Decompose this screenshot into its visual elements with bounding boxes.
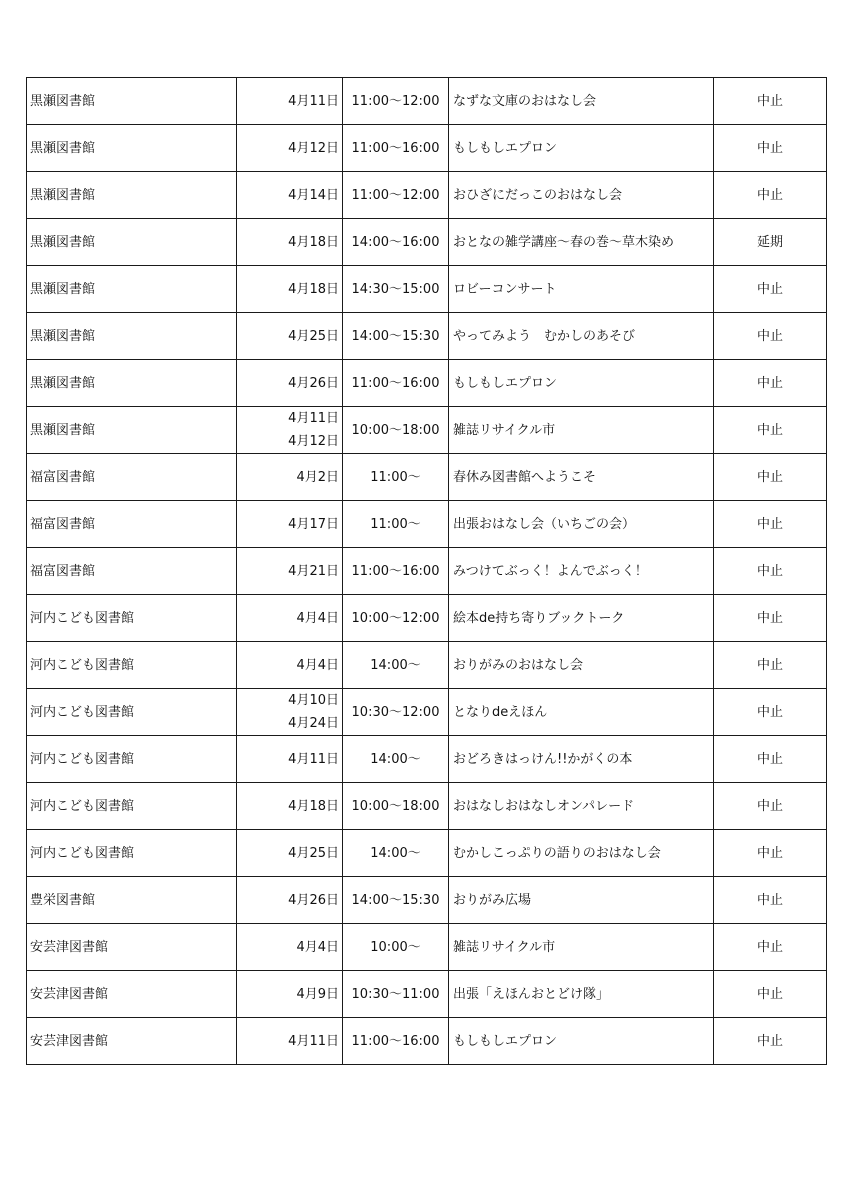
event-title-cell: むかしこっぷりの語りのおはなし会 xyxy=(449,830,714,877)
time-cell: 14:00～15:30 xyxy=(343,313,449,360)
event-title-cell: 雑誌リサイクル市 xyxy=(449,924,714,971)
event-title-cell: なずな文庫のおはなし会 xyxy=(449,78,714,125)
date-text: 4月26日 xyxy=(288,375,339,391)
date-cell xyxy=(237,783,343,830)
date-cell xyxy=(237,830,343,877)
event-title-cell: 春休み図書館へようこそ xyxy=(449,454,714,501)
library-cell: 河内こども図書館 xyxy=(27,595,237,642)
library-cell: 安芸津図書館 xyxy=(27,971,237,1018)
date-cell xyxy=(237,736,343,783)
library-cell: 福富図書館 xyxy=(27,454,237,501)
time-cell: 14:00～ xyxy=(343,642,449,689)
status-cell: 中止 xyxy=(714,266,827,313)
time-cell: 10:00～18:00 xyxy=(343,407,449,454)
table-row xyxy=(27,736,827,783)
status-cell: 中止 xyxy=(714,595,827,642)
library-cell: 安芸津図書館 xyxy=(27,1018,237,1065)
time-cell: 14:00～15:30 xyxy=(343,877,449,924)
event-title-cell: 雑誌リサイクル市 xyxy=(449,407,714,454)
event-schedule-sheet xyxy=(26,77,814,1065)
date-text: 4月10日 xyxy=(288,693,339,708)
event-title-cell: おりがみのおはなし会 xyxy=(449,642,714,689)
date-text: 4月17日 xyxy=(288,516,339,532)
table-row xyxy=(27,642,827,689)
date-cell xyxy=(237,313,343,360)
date-cell xyxy=(237,1018,343,1065)
library-cell: 黒瀬図書館 xyxy=(27,360,237,407)
status-cell: 中止 xyxy=(714,689,827,736)
time-cell: 14:30～15:00 xyxy=(343,266,449,313)
library-cell: 河内こども図書館 xyxy=(27,736,237,783)
date-cell xyxy=(237,501,343,548)
date-text: 4月25日 xyxy=(288,328,339,344)
date-text: 4月4日 xyxy=(296,610,339,626)
event-title-cell: おはなしおはなしオンパレード xyxy=(449,783,714,830)
event-title-cell: 出張「えほんおとどけ隊」 xyxy=(449,971,714,1018)
event-title-cell: もしもしエプロン xyxy=(449,360,714,407)
date-text: 4月11日 xyxy=(288,411,339,426)
time-cell: 14:00～ xyxy=(343,830,449,877)
time-cell: 10:00～18:00 xyxy=(343,783,449,830)
table-row xyxy=(27,689,827,736)
date-cell xyxy=(237,642,343,689)
table-row xyxy=(27,595,827,642)
library-cell: 河内こども図書館 xyxy=(27,642,237,689)
date-cell xyxy=(237,454,343,501)
library-cell: 黒瀬図書館 xyxy=(27,125,237,172)
table-row xyxy=(27,924,827,971)
date-text: 4月21日 xyxy=(288,563,339,579)
date-text: 4月26日 xyxy=(288,892,339,908)
time-cell: 11:00～16:00 xyxy=(343,548,449,595)
date-cell xyxy=(237,407,343,454)
library-cell: 福富図書館 xyxy=(27,501,237,548)
status-cell: 中止 xyxy=(714,877,827,924)
event-title-cell: 出張おはなし会（いちごの会） xyxy=(449,501,714,548)
event-title-cell: ロビーコンサート xyxy=(449,266,714,313)
status-cell: 中止 xyxy=(714,830,827,877)
time-cell: 10:00～ xyxy=(343,924,449,971)
library-cell: 黒瀬図書館 xyxy=(27,219,237,266)
library-cell: 河内こども図書館 xyxy=(27,689,237,736)
event-title-cell: もしもしエプロン xyxy=(449,1018,714,1065)
event-title-cell: おひざにだっこのおはなし会 xyxy=(449,172,714,219)
date-cell xyxy=(237,360,343,407)
status-cell: 中止 xyxy=(714,783,827,830)
library-cell: 黒瀬図書館 xyxy=(27,313,237,360)
status-cell: 中止 xyxy=(714,642,827,689)
status-cell: 中止 xyxy=(714,454,827,501)
status-cell: 中止 xyxy=(714,924,827,971)
library-cell: 黒瀬図書館 xyxy=(27,78,237,125)
status-cell: 中止 xyxy=(714,313,827,360)
library-cell: 黒瀬図書館 xyxy=(27,172,237,219)
date-cell xyxy=(237,971,343,1018)
date-cell xyxy=(237,125,343,172)
time-cell: 11:00～16:00 xyxy=(343,360,449,407)
date-cell xyxy=(237,924,343,971)
event-title-cell: 絵本de持ち寄りブックトーク xyxy=(449,595,714,642)
library-cell: 豊栄図書館 xyxy=(27,877,237,924)
event-title-cell: おとなの雑学講座～春の巻～草木染め xyxy=(449,219,714,266)
date-text: 4月4日 xyxy=(296,657,339,673)
table-row xyxy=(27,266,827,313)
table-row xyxy=(27,78,827,125)
time-cell: 11:00～ xyxy=(343,501,449,548)
event-title-cell: おりがみ広場 xyxy=(449,877,714,924)
library-cell: 黒瀬図書館 xyxy=(27,407,237,454)
status-cell: 中止 xyxy=(714,360,827,407)
time-cell: 11:00～16:00 xyxy=(343,125,449,172)
event-table-body xyxy=(27,78,827,1065)
date-text: 4月12日 xyxy=(288,140,339,156)
date-text: 4月11日 xyxy=(288,93,339,109)
event-title-cell: となりdeえほん xyxy=(449,689,714,736)
date-text: 4月12日 xyxy=(288,434,339,449)
time-cell: 10:30～11:00 xyxy=(343,971,449,1018)
time-cell: 10:00～12:00 xyxy=(343,595,449,642)
table-row xyxy=(27,360,827,407)
table-row xyxy=(27,407,827,454)
date-text: 4月9日 xyxy=(296,986,339,1002)
status-cell: 中止 xyxy=(714,501,827,548)
date-cell xyxy=(237,172,343,219)
event-title-cell: みつけてぶっく！よんでぶっく！ xyxy=(449,548,714,595)
time-cell: 11:00～ xyxy=(343,454,449,501)
date-text: 4月18日 xyxy=(288,281,339,297)
date-cell xyxy=(237,877,343,924)
date-cell xyxy=(237,78,343,125)
date-text: 4月2日 xyxy=(296,469,339,485)
date-text: 4月18日 xyxy=(288,798,339,814)
status-cell: 中止 xyxy=(714,78,827,125)
status-cell: 中止 xyxy=(714,736,827,783)
library-cell: 黒瀬図書館 xyxy=(27,266,237,313)
table-row xyxy=(27,971,827,1018)
library-cell: 福富図書館 xyxy=(27,548,237,595)
status-cell: 中止 xyxy=(714,548,827,595)
table-row xyxy=(27,548,827,595)
time-cell: 14:00～ xyxy=(343,736,449,783)
status-cell: 中止 xyxy=(714,971,827,1018)
table-row xyxy=(27,501,827,548)
event-table xyxy=(26,77,827,1065)
status-cell: 中止 xyxy=(714,172,827,219)
event-title-cell: もしもしエプロン xyxy=(449,125,714,172)
status-cell: 中止 xyxy=(714,407,827,454)
table-row xyxy=(27,454,827,501)
date-text: 4月4日 xyxy=(296,939,339,955)
date-text: 4月14日 xyxy=(288,187,339,203)
time-cell: 11:00～12:00 xyxy=(343,172,449,219)
library-cell: 安芸津図書館 xyxy=(27,924,237,971)
time-cell: 10:30～12:00 xyxy=(343,689,449,736)
date-text: 4月11日 xyxy=(288,1033,339,1049)
library-cell: 河内こども図書館 xyxy=(27,783,237,830)
event-title-cell: おどろきはっけん!!かがくの本 xyxy=(449,736,714,783)
table-row xyxy=(27,125,827,172)
date-text: 4月24日 xyxy=(288,716,339,731)
date-text: 4月18日 xyxy=(288,234,339,250)
time-cell: 11:00～16:00 xyxy=(343,1018,449,1065)
table-row xyxy=(27,219,827,266)
status-cell: 中止 xyxy=(714,125,827,172)
library-cell: 河内こども図書館 xyxy=(27,830,237,877)
table-row xyxy=(27,830,827,877)
table-row xyxy=(27,313,827,360)
table-row xyxy=(27,783,827,830)
event-title-cell: やってみよう むかしのあそび xyxy=(449,313,714,360)
time-cell: 14:00～16:00 xyxy=(343,219,449,266)
date-cell xyxy=(237,266,343,313)
date-text: 4月11日 xyxy=(288,751,339,767)
status-cell: 延期 xyxy=(714,219,827,266)
table-row xyxy=(27,1018,827,1065)
table-row xyxy=(27,172,827,219)
date-text: 4月25日 xyxy=(288,845,339,861)
date-cell xyxy=(237,548,343,595)
table-row xyxy=(27,877,827,924)
time-cell: 11:00～12:00 xyxy=(343,78,449,125)
date-cell xyxy=(237,689,343,736)
date-cell xyxy=(237,595,343,642)
status-cell: 中止 xyxy=(714,1018,827,1065)
date-cell xyxy=(237,219,343,266)
